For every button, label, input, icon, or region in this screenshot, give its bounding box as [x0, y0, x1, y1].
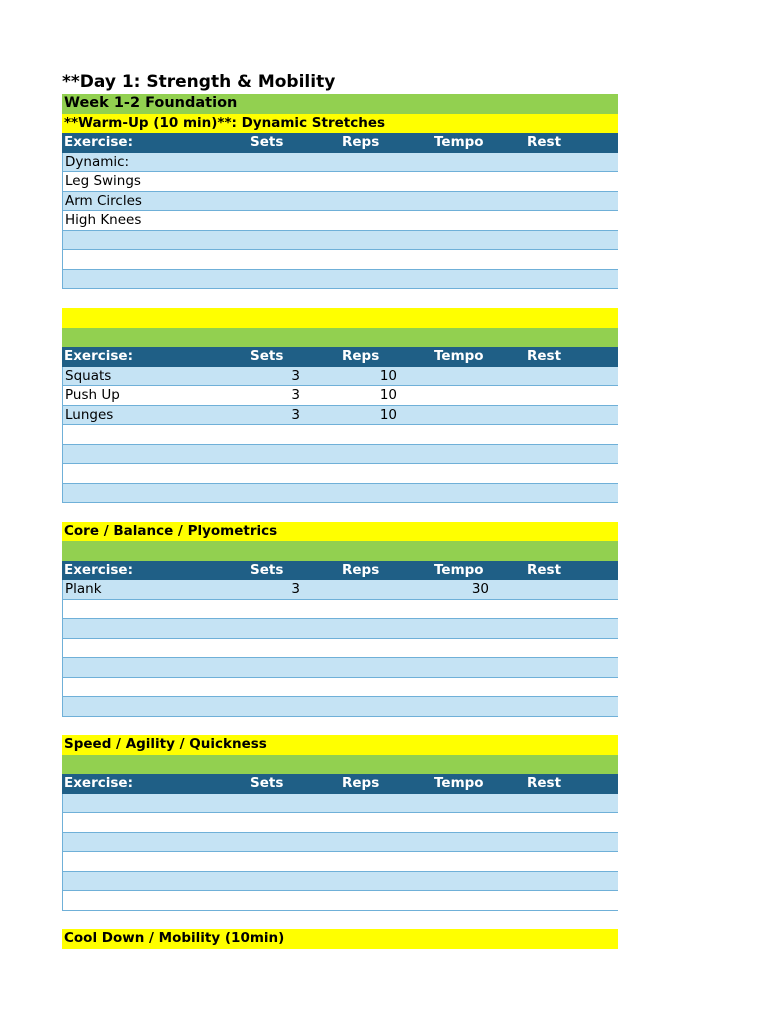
rest-cell[interactable]	[513, 639, 573, 658]
reps-cell[interactable]	[333, 192, 397, 211]
exercise-cell[interactable]: Leg Swings	[65, 173, 141, 189]
tempo-cell[interactable]	[423, 891, 489, 910]
rest-cell[interactable]	[513, 445, 573, 464]
tempo-cell[interactable]	[423, 639, 489, 658]
tempo-cell[interactable]	[423, 813, 489, 832]
reps-cell[interactable]	[333, 464, 397, 483]
reps-cell[interactable]	[333, 639, 397, 658]
table-row	[62, 658, 618, 678]
sets-cell[interactable]	[243, 250, 300, 269]
tempo-cell[interactable]	[423, 211, 489, 230]
rest-cell[interactable]	[513, 600, 573, 619]
reps-cell[interactable]	[333, 872, 397, 891]
table-row	[62, 813, 618, 833]
sets-cell[interactable]	[243, 192, 300, 211]
rest-cell[interactable]	[513, 192, 573, 211]
reps-cell[interactable]	[333, 697, 397, 716]
exercise-cell[interactable]	[65, 813, 245, 832]
sets-cell[interactable]	[243, 658, 300, 677]
exercise-cell[interactable]: Lunges	[65, 406, 114, 423]
tempo-cell[interactable]	[423, 153, 489, 172]
table-row	[62, 172, 618, 192]
reps-cell[interactable]	[333, 153, 397, 172]
header-reps: Reps	[342, 348, 380, 364]
sets-cell[interactable]	[243, 600, 300, 619]
exercise-cell[interactable]	[65, 852, 245, 871]
reps-cell[interactable]	[333, 794, 397, 813]
tempo-cell[interactable]	[423, 231, 489, 250]
table-row	[62, 833, 618, 853]
reps-cell[interactable]	[333, 250, 397, 269]
reps-cell[interactable]: 10	[379, 367, 397, 384]
reps-cell[interactable]	[333, 445, 397, 464]
speed-sub-label	[62, 755, 618, 775]
table-row	[62, 211, 618, 231]
sets-cell[interactable]: 3	[291, 581, 300, 597]
reps-cell[interactable]	[333, 270, 397, 289]
header-rest: Rest	[527, 134, 562, 150]
table-row	[62, 600, 618, 620]
week-label: Week 1-2 Foundation	[62, 94, 618, 114]
rest-cell[interactable]	[513, 270, 573, 289]
table-row	[62, 794, 618, 814]
reps-cell[interactable]	[333, 425, 397, 444]
exercise-cell[interactable]	[65, 464, 245, 483]
rest-cell[interactable]	[513, 891, 573, 910]
reps-cell[interactable]	[333, 833, 397, 852]
tempo-cell[interactable]	[423, 678, 489, 697]
exercise-cell[interactable]	[65, 425, 245, 444]
tempo-cell[interactable]	[423, 270, 489, 289]
header-sets: Sets	[250, 775, 284, 791]
table-row	[62, 872, 618, 892]
rest-cell[interactable]	[513, 872, 573, 891]
reps-cell[interactable]	[333, 619, 397, 638]
reps-cell[interactable]: 10	[379, 406, 397, 423]
exercise-cell[interactable]: Arm Circles	[65, 192, 142, 209]
tempo-cell[interactable]	[423, 464, 489, 483]
sets-cell[interactable]	[243, 852, 300, 871]
sets-cell[interactable]	[243, 639, 300, 658]
header-tempo: Tempo	[434, 134, 484, 150]
exercise-cell[interactable]	[65, 231, 245, 250]
rest-cell[interactable]	[513, 678, 573, 697]
sets-cell[interactable]	[243, 872, 300, 891]
exercise-cell[interactable]: Push Up	[65, 387, 120, 403]
exercise-cell[interactable]	[65, 445, 245, 464]
header-exercise: Exercise:	[64, 134, 133, 150]
header-tempo: Tempo	[434, 775, 484, 791]
rest-cell[interactable]	[513, 386, 573, 405]
sets-cell[interactable]	[243, 619, 300, 638]
reps-cell[interactable]	[333, 891, 397, 910]
rest-cell[interactable]	[513, 813, 573, 832]
tempo-cell[interactable]	[423, 600, 489, 619]
sets-cell[interactable]: 3	[291, 367, 300, 384]
strength-sub-label	[62, 328, 618, 348]
exercise-cell[interactable]	[65, 639, 245, 658]
warmup-label: **Warm-Up (10 min)**: Dynamic Stretches	[62, 114, 618, 134]
tempo-cell[interactable]	[423, 852, 489, 871]
rest-cell[interactable]	[513, 211, 573, 230]
table-row	[62, 639, 618, 659]
table-row	[62, 367, 618, 387]
tempo-cell[interactable]	[423, 445, 489, 464]
table-row	[62, 697, 618, 717]
cooldown-label: Cool Down / Mobility (10min)	[62, 929, 618, 949]
page-title: **Day 1: Strength & Mobility	[62, 72, 336, 92]
core-sub-label	[62, 541, 618, 561]
header-rest: Rest	[527, 561, 562, 578]
sets-cell[interactable]	[243, 891, 300, 910]
header-rest: Rest	[527, 775, 562, 791]
sets-cell[interactable]	[243, 172, 300, 191]
tempo-cell[interactable]	[423, 484, 489, 503]
rest-cell[interactable]	[513, 250, 573, 269]
tempo-cell[interactable]	[423, 794, 489, 813]
exercise-cell[interactable]	[65, 270, 245, 289]
exercise-cell[interactable]: Plank	[65, 581, 102, 597]
header-exercise: Exercise:	[64, 561, 133, 578]
header-exercise: Exercise:	[64, 775, 133, 791]
tempo-cell[interactable]	[423, 833, 489, 852]
rest-cell[interactable]	[513, 833, 573, 852]
exercise-cell[interactable]	[65, 619, 245, 638]
exercise-cell[interactable]: High Knees	[65, 212, 142, 228]
rest-cell[interactable]	[513, 484, 573, 503]
table-row	[62, 484, 618, 504]
header-reps: Reps	[342, 134, 380, 150]
table-row	[62, 580, 618, 600]
exercise-cell[interactable]	[65, 484, 245, 503]
table-row	[62, 678, 618, 698]
tempo-cell[interactable]	[423, 250, 489, 269]
exercise-cell[interactable]: Dynamic:	[65, 153, 130, 170]
strength-label	[62, 308, 618, 328]
sets-cell[interactable]	[243, 270, 300, 289]
table-row	[62, 406, 618, 426]
table-row	[62, 425, 618, 445]
exercise-cell[interactable]	[65, 697, 245, 716]
header-tempo: Tempo	[434, 561, 484, 578]
exercise-cell[interactable]	[65, 872, 245, 891]
sets-cell[interactable]	[243, 464, 300, 483]
sets-cell[interactable]	[243, 794, 300, 813]
tempo-cell[interactable]	[423, 192, 489, 211]
table-row	[62, 464, 618, 484]
sets-cell[interactable]	[243, 231, 300, 250]
table-row	[62, 231, 618, 251]
header-tempo: Tempo	[434, 348, 484, 364]
table-row	[62, 445, 618, 465]
reps-cell[interactable]	[333, 678, 397, 697]
sets-cell[interactable]: 3	[291, 387, 300, 403]
rest-cell[interactable]	[513, 231, 573, 250]
reps-cell[interactable]	[333, 231, 397, 250]
rest-cell[interactable]	[513, 425, 573, 444]
sets-cell[interactable]	[243, 484, 300, 503]
reps-cell[interactable]	[333, 600, 397, 619]
warmup-header-row	[62, 133, 618, 153]
speed-header-row	[62, 774, 618, 794]
table-row	[62, 386, 618, 406]
tempo-cell[interactable]: 30	[471, 581, 489, 597]
core-header-row	[62, 561, 618, 581]
table-row	[62, 153, 618, 173]
speed-label: Speed / Agility / Quickness	[62, 735, 618, 755]
exercise-cell[interactable]	[65, 658, 245, 677]
header-reps: Reps	[342, 775, 380, 791]
header-sets: Sets	[250, 134, 284, 150]
core-label: Core / Balance / Plyometrics	[62, 522, 618, 542]
table-row	[62, 250, 618, 270]
exercise-cell[interactable]	[65, 794, 245, 813]
exercise-cell[interactable]: Squats	[65, 367, 112, 384]
sets-cell[interactable]	[243, 445, 300, 464]
tempo-cell[interactable]	[423, 872, 489, 891]
rest-cell[interactable]	[513, 619, 573, 638]
reps-cell[interactable]	[333, 852, 397, 871]
sets-cell[interactable]	[243, 153, 300, 172]
rest-cell[interactable]	[513, 406, 573, 425]
sets-cell[interactable]	[243, 425, 300, 444]
sets-cell[interactable]	[243, 833, 300, 852]
tempo-cell[interactable]	[423, 425, 489, 444]
exercise-cell[interactable]	[65, 833, 245, 852]
sets-cell[interactable]	[243, 697, 300, 716]
exercise-cell[interactable]	[65, 891, 245, 910]
strength-header-row	[62, 347, 618, 367]
sets-cell[interactable]	[243, 211, 300, 230]
reps-cell[interactable]	[333, 172, 397, 191]
rest-cell[interactable]	[513, 153, 573, 172]
tempo-cell[interactable]	[423, 619, 489, 638]
header-sets: Sets	[250, 561, 284, 578]
rest-cell[interactable]	[513, 697, 573, 716]
reps-cell[interactable]	[333, 211, 397, 230]
rest-cell[interactable]	[513, 580, 573, 599]
tempo-cell[interactable]	[423, 406, 489, 425]
exercise-cell[interactable]	[65, 600, 245, 619]
reps-cell[interactable]: 10	[379, 387, 397, 403]
header-sets: Sets	[250, 348, 284, 364]
tempo-cell[interactable]	[423, 367, 489, 386]
sets-cell[interactable]: 3	[291, 406, 300, 423]
rest-cell[interactable]	[513, 658, 573, 677]
header-exercise: Exercise:	[64, 348, 133, 364]
table-row	[62, 192, 618, 212]
rest-cell[interactable]	[513, 464, 573, 483]
reps-cell[interactable]	[333, 484, 397, 503]
exercise-cell[interactable]	[65, 250, 245, 269]
tempo-cell[interactable]	[423, 658, 489, 677]
table-row	[62, 270, 618, 290]
tempo-cell[interactable]	[423, 172, 489, 191]
reps-cell[interactable]	[333, 658, 397, 677]
table-row	[62, 852, 618, 872]
table-row	[62, 891, 618, 911]
exercise-cell[interactable]	[65, 678, 245, 697]
reps-cell[interactable]	[333, 580, 397, 599]
rest-cell[interactable]	[513, 852, 573, 871]
rest-cell[interactable]	[513, 367, 573, 386]
tempo-cell[interactable]	[423, 697, 489, 716]
reps-cell[interactable]	[333, 813, 397, 832]
header-reps: Reps	[342, 561, 380, 578]
tempo-cell[interactable]	[423, 386, 489, 405]
sets-cell[interactable]	[243, 813, 300, 832]
table-row	[62, 619, 618, 639]
sets-cell[interactable]	[243, 678, 300, 697]
header-rest: Rest	[527, 348, 562, 364]
rest-cell[interactable]	[513, 172, 573, 191]
rest-cell[interactable]	[513, 794, 573, 813]
